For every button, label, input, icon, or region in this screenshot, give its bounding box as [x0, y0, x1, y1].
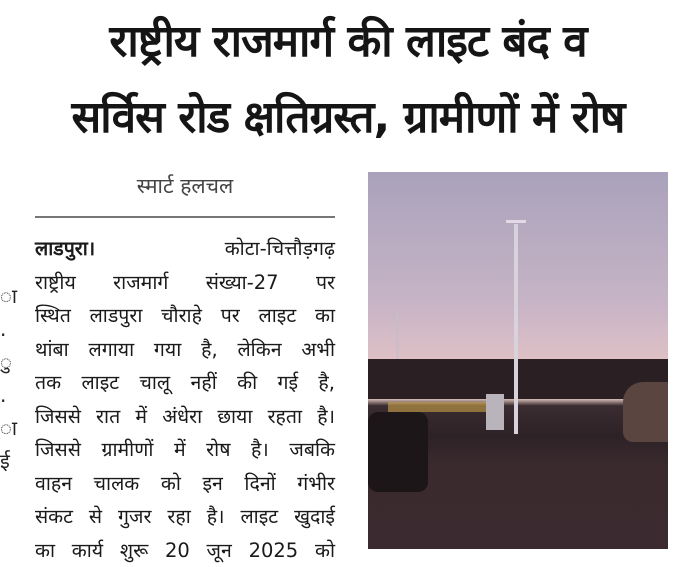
article-body: [35, 232, 335, 567]
article-line: का कार्य शुरू 20 जून 2025 को: [35, 534, 335, 567]
article-line: तक लाइट चालू नहीं की गई है,: [35, 366, 335, 400]
article-line: वाहन चालक को इन दिनों गंभीर: [35, 467, 335, 501]
byline: स्मार्ट हलचल: [35, 172, 335, 200]
article-line: जिससे रात में अंधेरा छाया रहता है।: [35, 400, 335, 434]
article-line: राष्ट्रीय राजमार्ग संख्या-27 पर: [35, 266, 335, 300]
article-line: संकट से गुजर रहा है। लाइट खुदाई: [35, 500, 335, 534]
truck: [623, 382, 668, 442]
article-text: कोटा-चित्तौड़गढ़: [225, 237, 335, 260]
article-line: थांबा लगाया गया है, लेकिन अभी: [35, 333, 335, 367]
article-line: [35, 232, 335, 266]
motorcycles: [368, 412, 428, 492]
street-light-photo: [368, 172, 668, 549]
flyover: [368, 359, 668, 399]
divider: [35, 216, 335, 218]
article-line: स्थित लाडपुरा चौराहे पर लाइट का: [35, 299, 335, 333]
booth: [486, 394, 504, 430]
headline-line-2: सर्विस रोड क्षतिग्रस्त, ग्रामीणों में रोष: [0, 88, 696, 148]
article-line: जिससे ग्रामीणों में रोष है। जबकि: [35, 433, 335, 467]
headline-line-1: राष्ट्रीय राजमार्ग की लाइट बंद व: [0, 12, 696, 72]
high-mast-pole: [514, 224, 518, 434]
dateline: लाडपुरा।: [35, 237, 95, 260]
adjacent-column-fragment: ा . ु . ा ई: [0, 280, 8, 478]
vehicle-lights: [388, 402, 488, 412]
